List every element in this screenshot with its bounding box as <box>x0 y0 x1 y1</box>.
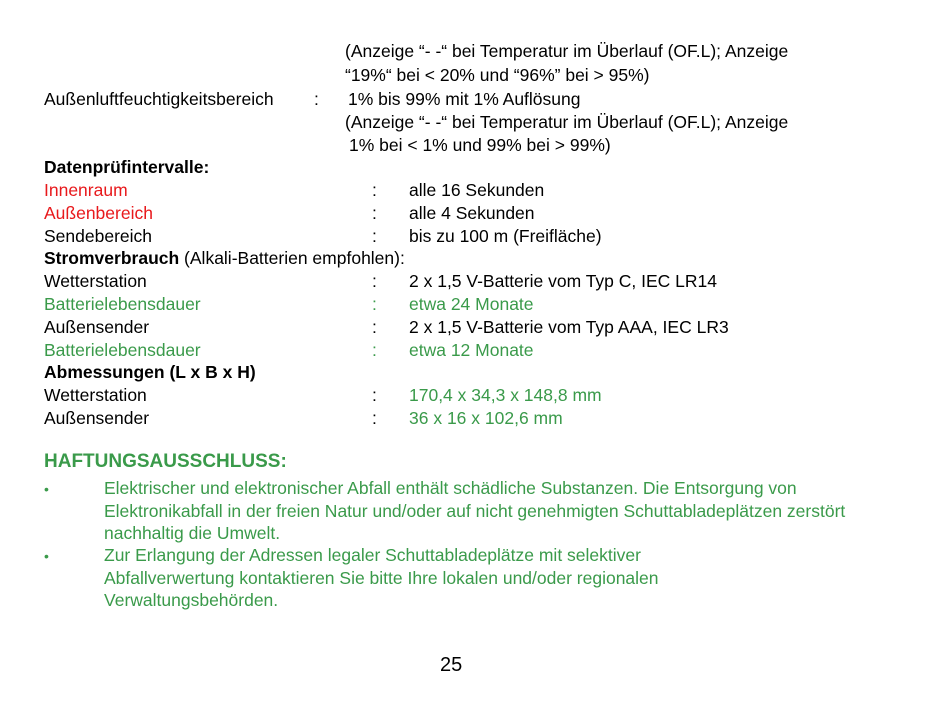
life-value-1: etwa 24 Monate <box>409 294 534 314</box>
page-number: 25 <box>440 654 463 676</box>
power-heading <box>44 247 405 269</box>
range-label: Sendebereich <box>44 226 152 246</box>
life-colon-1: : <box>372 294 377 314</box>
life-label-1: Batterielebensdauer <box>44 294 201 314</box>
sender-label: Außensender <box>44 317 150 337</box>
dims-sender-label: Außensender <box>44 408 150 428</box>
outdoor-humidity-colon: : <box>314 89 319 109</box>
range-colon: : <box>372 226 377 246</box>
outdoor-humidity-row <box>44 88 581 110</box>
station-colon: : <box>372 271 377 291</box>
intervals-heading: Datenprüfintervalle: <box>44 157 210 177</box>
sender-battery: 2 x 1,5 V-Batterie vom Typ AAA, IEC LR3 <box>409 317 729 337</box>
dims-station-colon: : <box>372 385 377 405</box>
indoor-interval-row <box>44 179 844 201</box>
indoor-colon: : <box>372 180 377 200</box>
life-label-2: Batterielebensdauer <box>44 340 201 360</box>
life-colon-2: : <box>372 340 377 360</box>
dims-sender-value: 36 x 16 x 102,6 mm <box>409 408 563 428</box>
dims-sender-colon: : <box>372 408 377 428</box>
dims-station-label: Wetterstation <box>44 385 147 405</box>
indoor-value: alle 16 Sekunden <box>409 180 545 200</box>
life-row-2 <box>44 339 844 361</box>
dims-sender-row <box>44 407 844 429</box>
range-row <box>44 225 844 247</box>
life-row-1 <box>44 293 844 315</box>
humidity-note-line-1: (Anzeige “- -“ bei Temperatur im Überlauf (OF.L); Anzeige <box>345 41 789 61</box>
station-battery-row <box>44 270 844 292</box>
range-value: bis zu 100 m (Freifläche) <box>409 226 602 246</box>
sender-colon: : <box>372 317 377 337</box>
outdoor-humidity-value: 1% bis 99% mit 1% Auflösung <box>348 89 581 109</box>
outdoor-interval-row <box>44 202 844 224</box>
indoor-label: Innenraum <box>44 180 128 200</box>
bullet-icon: • <box>44 548 49 564</box>
outdoor-colon: : <box>372 203 377 223</box>
humidity-note-line-2: “19%“ bei < 20% und “96%” bei > 95%) <box>345 65 650 85</box>
disclaimer-heading: HAFTUNGSAUSSCHLUSS: <box>44 451 287 472</box>
station-label: Wetterstation <box>44 271 147 291</box>
life-value-2: etwa 12 Monate <box>409 340 534 360</box>
sender-battery-row <box>44 316 844 338</box>
bullet-icon: • <box>44 481 49 497</box>
disclaimer-item-2: Zur Erlangung der Adressen legaler Schuttabladeplätze mit selektiver Abfallverwertung kontaktieren Sie bitte Ihre lokalen und/oder regionalen Verwaltungsbehörden. <box>104 545 659 610</box>
power-heading-rest: (Alkali-Batterien empfohlen): <box>179 248 405 268</box>
disclaimer-item-1: Elektrischer und elektronischer Abfall enthält schädliche Substanzen. Die Entsorgung von Elektronikabfall in der freien Natur und/oder auf nicht genehmigten Schuttabladeplätzen zerstört nachhaltig die Umwelt. <box>104 478 846 543</box>
power-heading-bold: Stromverbrauch <box>44 248 180 268</box>
dims-station-value: 170,4 x 34,3 x 148,8 mm <box>409 385 602 405</box>
outdoor-value: alle 4 Sekunden <box>409 203 535 223</box>
outdoor-label: Außenbereich <box>44 203 153 223</box>
outdoor-humidity-note-line-1: (Anzeige “- -“ bei Temperatur im Überlauf (OF.L); Anzeige <box>345 112 789 132</box>
station-battery: 2 x 1,5 V-Batterie vom Typ C, IEC LR14 <box>409 271 718 291</box>
dims-station-row <box>44 384 844 406</box>
outdoor-humidity-label: Außenluftfeuchtigkeitsbereich <box>44 89 274 109</box>
outdoor-humidity-note-line-2: 1% bei < 1% und 99% bei > 99%) <box>349 135 611 155</box>
dims-heading: Abmessungen (L x B x H) <box>44 362 256 382</box>
